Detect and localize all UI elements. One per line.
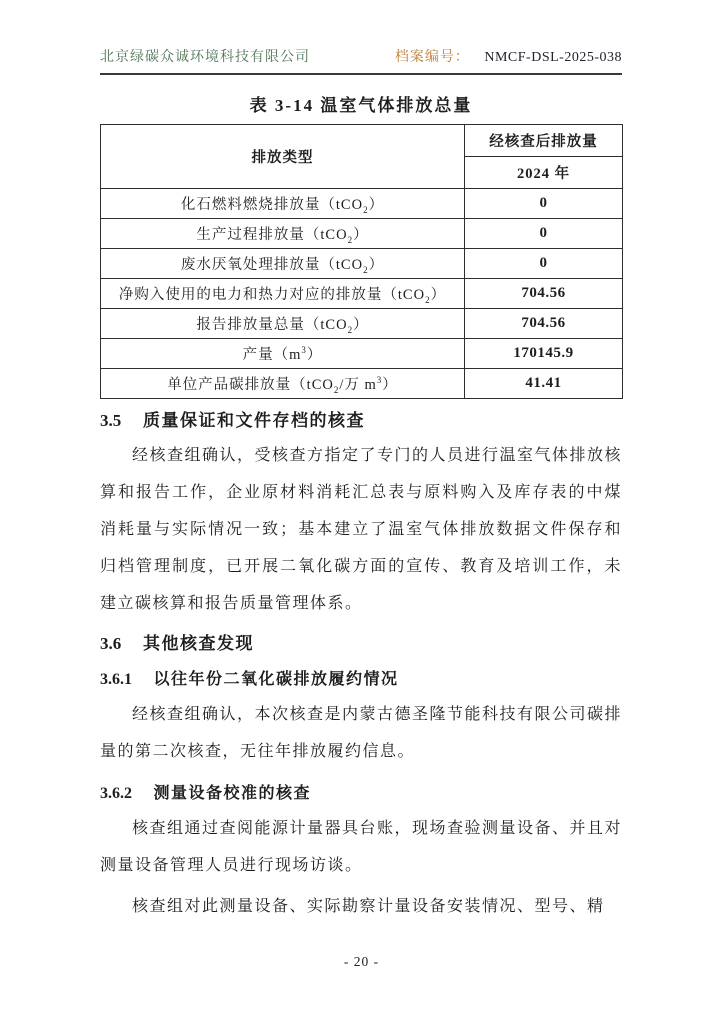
- section-title: 测量设备校准的核查: [153, 785, 312, 802]
- table-row: [101, 189, 623, 219]
- company-name: 北京绿碳众诚环境科技有限公司: [100, 50, 310, 65]
- section-title: 其他核查发现: [143, 634, 254, 653]
- document-header: [100, 46, 622, 66]
- verified-emissions-header: 经核查后排放量: [465, 125, 623, 157]
- section-heading-3-6-1: [100, 668, 622, 692]
- emission-value-cell: 170145.9: [465, 339, 623, 369]
- emission-value-cell: 704.56: [465, 279, 623, 309]
- emission-value-cell: 0: [465, 189, 623, 219]
- section-number: 3.6.2: [100, 785, 132, 802]
- emission-type-cell: 单位产品碳排放量（tCO$_2$/万 $m^3$）: [101, 369, 465, 399]
- section-title: 质量保证和文件存档的核查: [143, 411, 365, 430]
- emission-value-cell: 41.41: [465, 369, 623, 399]
- year-header: 2024 年: [465, 157, 623, 189]
- emission-value-cell: 704.56: [465, 309, 623, 339]
- table-row: [101, 309, 623, 339]
- table-row: [101, 249, 623, 279]
- emissions-table-header: [101, 125, 623, 189]
- section-number: 3.6.1: [100, 671, 132, 688]
- emission-type-cell: 生产过程排放量（tCO$_2$）: [101, 219, 465, 249]
- section-number: 3.5: [100, 411, 122, 430]
- page-number: - 20 -: [343, 954, 380, 969]
- file-number-label: 档案编号：: [394, 50, 470, 65]
- section-heading-3-6-2: [100, 782, 622, 806]
- emissions-table-body: [101, 189, 623, 399]
- file-number-value: NMCF-DSL-2025-038: [484, 50, 622, 65]
- section-number: 3.6: [100, 634, 122, 653]
- section-heading-3-5: [100, 409, 622, 433]
- table-title: 表 3-14 温室气体排放总量: [249, 96, 473, 115]
- section-heading-3-6: [100, 632, 622, 656]
- emission-value-cell: 0: [465, 249, 623, 279]
- header-divider: [100, 73, 622, 75]
- section-3-6-1-paragraph: 经核查组确认，本次核查是内蒙古德圣隆节能科技有限公司碳排量的第二次核查，无往年排放履约信息。: [100, 706, 623, 760]
- file-number-block: [395, 46, 622, 66]
- emissions-table: [100, 124, 623, 399]
- emission-type-cell: 净购入使用的电力和热力对应的排放量（tCO$_2$）: [101, 279, 465, 309]
- table-header-row-1: [101, 125, 623, 157]
- emission-type-cell: 化石燃料燃烧排放量（tCO$_2$）: [101, 189, 465, 219]
- emission-type-cell: 产量$(m^3)$: [101, 339, 465, 369]
- section-3-6-2-paragraph-1: 核查组通过查阅能源计量器具台账，现场查验测量设备、并且对测量设备管理人员进行现场访谈。: [100, 820, 623, 874]
- emission-value-cell: 0: [465, 219, 623, 249]
- table-row: [101, 339, 623, 369]
- table-row: [101, 219, 623, 249]
- section-title: 以往年份二氧化碳排放履约情况: [153, 671, 399, 688]
- type-column-header: 排放类型: [101, 125, 465, 189]
- emission-type-cell: 报告排放量总量（tCO$_2$）: [101, 309, 465, 339]
- section-3-5-paragraph: 经核查组确认，受核查方指定了专门的人员进行温室气体排放核算和报告工作，企业原材料消耗汇总表与原料购入及库存表的中煤消耗量与实际情况一致；基本建立了温室气体排放数据文件保存和归档管理制度，已开展二氧化碳方面的宣传、教育及培训工作，未建立碳核算和报告质量管理体系。: [100, 447, 623, 612]
- table-row: [101, 369, 623, 399]
- table-row: [101, 279, 623, 309]
- emission-type-cell: 废水厌氧处理排放量（tCO$_2$）: [101, 249, 465, 279]
- section-3-6-2-paragraph-2: 核查组对此测量设备、实际勘察计量设备安装情况、型号、精: [132, 898, 605, 915]
